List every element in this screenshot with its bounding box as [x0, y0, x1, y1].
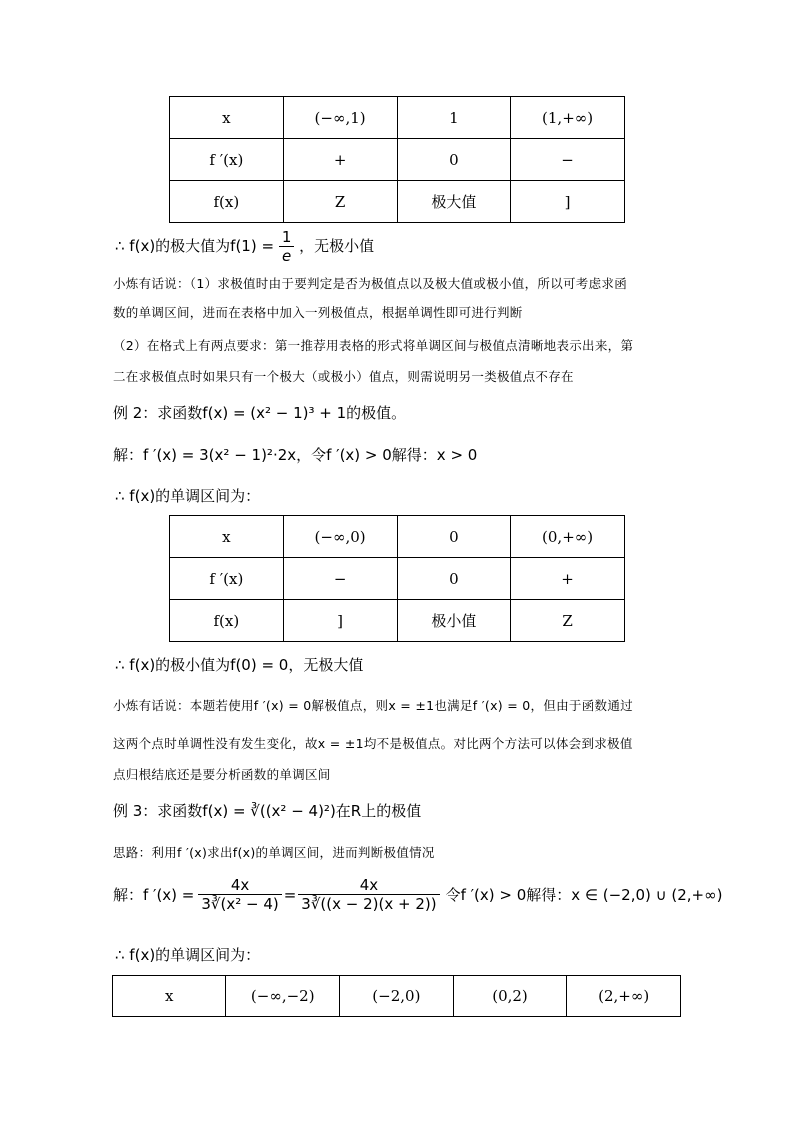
table-cell: 极小值	[397, 600, 511, 642]
table-cell: −	[511, 139, 625, 181]
example-3-title: 例 3：求函数f(x) = ∛((x² − 4)²)在R上的极值	[113, 802, 422, 820]
table-cell: f(x)	[170, 600, 284, 642]
table-cell: +	[511, 558, 625, 600]
note-2-line-2: 这两个点时单调性没有发生变化，故x = ±1均不是极值点。对比两个方法可以体会到求极值	[113, 736, 633, 751]
table-cell: Z	[283, 181, 397, 223]
fraction-denominator: e	[281, 247, 292, 265]
table-cell: (0,2)	[453, 976, 567, 1017]
table-cell: +	[283, 139, 397, 181]
example-3-monotone: ∴ f(x)的单调区间为：	[115, 946, 261, 964]
conclusion-1-pre: ∴ f(x)的极大值为f(1) =	[115, 237, 275, 255]
table-cell: 0	[397, 139, 511, 181]
derivative-fraction-2	[298, 876, 439, 913]
table-cell: −	[283, 558, 397, 600]
derivative-fraction-1	[198, 876, 281, 913]
monotonicity-table-2	[169, 515, 625, 642]
solution-suffix: 令f ′(x) > 0解得：x ∈ (−2,0) ∪ (2,+∞)	[445, 886, 723, 904]
example-2-monotone: ∴ f(x)的单调区间为：	[115, 487, 261, 505]
conclusion-2: ∴ f(x)的极小值为f(0) = 0，无极大值	[115, 656, 364, 674]
table-cell: 极大值	[397, 181, 511, 223]
table-cell: x	[170, 97, 284, 139]
note-1-line-3: （2）在格式上有两点要求：第一推荐用表格的形式将单调区间与极值点清晰地表示出来，第	[113, 338, 634, 353]
fraction-denominator: 3∛(x² − 4)	[201, 895, 279, 913]
note-1-line-4: 二在求极值点时如果只有一个极大（或极小）值点，则需说明另一类极值点不存在	[113, 369, 574, 384]
table-cell: f ′(x)	[170, 139, 284, 181]
solution-prefix: 解：f ′(x) =	[113, 886, 195, 904]
note-1-line-2: 数的单调区间，进而在表格中加入一列极值点，根据单调性即可进行判断	[113, 305, 523, 320]
table-cell: (1,+∞)	[511, 97, 625, 139]
example-2-title: 例 2：求函数f(x) = (x² − 1)³ + 1的极值。	[113, 404, 407, 422]
table-cell: (−∞,0)	[283, 516, 397, 558]
example-3-solution: 解：f ′(x) = $\frac{4x}{\text{3∛(x² − 4)}}$ = $\frac{4x}{3∛((x - 2)(x + 2))}$ 令f ′(x) > 0解得：x ∈ (−2,0) ∪ (2,+∞)	[113, 876, 723, 913]
table-cell: f ′(x)	[170, 558, 284, 600]
note-1-line-1: 小炼有话说：（1）求极值时由于要判定是否为极值点以及极大值或极小值，所以可考虑求函	[113, 276, 628, 291]
fraction-denominator: 3∛((x − 2)(x + 2))	[301, 895, 437, 913]
table-cell: Z	[511, 600, 625, 642]
fraction-numerator: 1	[279, 228, 295, 247]
note-2-line-1: 小炼有话说：本题若使用f ′(x) = 0解极值点，则x = ±1也满足f ′(x) = 0，但由于函数通过	[113, 698, 633, 713]
fraction-numerator: 4x	[198, 876, 281, 895]
table-cell: x	[113, 976, 226, 1017]
monotonicity-table-1	[169, 96, 625, 223]
table-cell: (−∞,1)	[283, 97, 397, 139]
conclusion-1-post: ，无极小值	[299, 237, 375, 255]
table-cell: (−∞,−2)	[226, 976, 340, 1017]
fraction-numerator: 4x	[298, 876, 439, 895]
table-cell: (2,+∞)	[567, 976, 681, 1017]
example-2-solution: 解：f ′(x) = 3(x² − 1)²·2x，令f ′(x) > 0解得：x > 0	[113, 446, 478, 464]
table-cell: x	[170, 516, 284, 558]
fraction-one-over-e	[279, 228, 295, 265]
table-cell: f(x)	[170, 181, 284, 223]
conclusion-1	[115, 228, 374, 265]
table-cell: ]	[283, 600, 397, 642]
table-cell: (0,+∞)	[511, 516, 625, 558]
table-cell: 0	[397, 558, 511, 600]
monotonicity-table-3	[112, 975, 681, 1017]
table-cell: 0	[397, 516, 511, 558]
table-cell: (−2,0)	[340, 976, 454, 1017]
note-2-line-3: 点归根结底还是要分析函数的单调区间	[113, 767, 331, 782]
example-3-idea: 思路：利用f ′(x)求出f(x)的单调区间，进而判断极值情况	[113, 845, 435, 860]
table-cell: 1	[397, 97, 511, 139]
table-cell: ]	[511, 181, 625, 223]
